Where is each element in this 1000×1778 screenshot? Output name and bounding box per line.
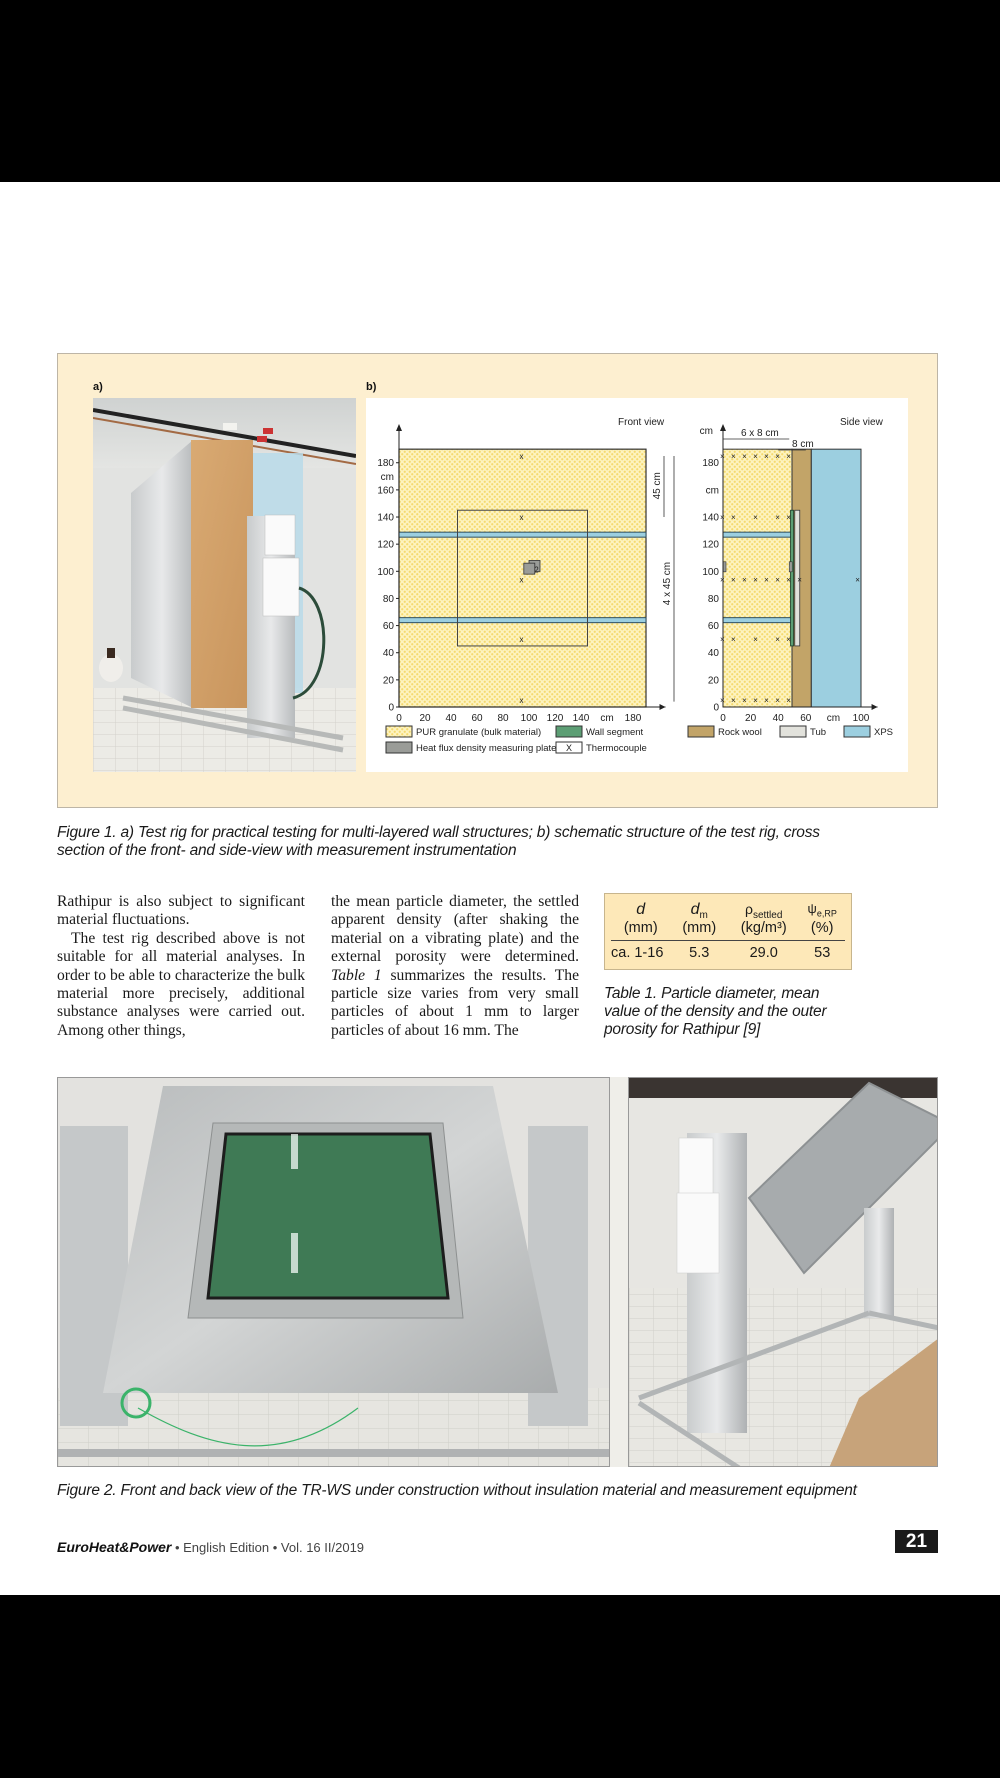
dim-45-label: 45 cm bbox=[652, 472, 663, 500]
side-xps bbox=[811, 449, 861, 707]
legend-label-thermocouple: Thermocouple bbox=[586, 743, 647, 754]
thermocouple-mark: × bbox=[775, 635, 780, 645]
thermocouple-mark: × bbox=[720, 696, 725, 706]
dim-6x8-label: 6 x 8 cm bbox=[740, 428, 779, 439]
thermocouple-mark: × bbox=[753, 451, 758, 461]
table-header-dm bbox=[670, 901, 728, 921]
symbol: ψ bbox=[807, 901, 817, 916]
thermocouple-mark: × bbox=[775, 696, 780, 706]
panel-a-label: a) bbox=[93, 381, 103, 393]
thermocouple-mark: × bbox=[786, 451, 791, 461]
side-x-unit: cm bbox=[826, 713, 841, 724]
front-y-tick-label: 0 bbox=[388, 702, 394, 714]
table-1 bbox=[604, 893, 852, 970]
photo-front-view bbox=[57, 1077, 610, 1467]
side-heat-flux-plate-right bbox=[789, 562, 792, 572]
front-x-tick-label: 120 bbox=[546, 713, 564, 724]
thermocouple-mark: × bbox=[731, 451, 736, 461]
symbol: ρ bbox=[744, 901, 753, 917]
thermocouple-mark: × bbox=[764, 451, 769, 461]
thermocouple-mark: × bbox=[786, 575, 791, 585]
thermocouple-mark: × bbox=[731, 696, 736, 706]
side-wall-segment bbox=[791, 510, 794, 646]
front-x-tick-label: 100 bbox=[520, 713, 538, 724]
table-unit: (mm) bbox=[623, 920, 658, 936]
thermocouple-mark: x bbox=[519, 513, 524, 523]
thermocouple-mark: × bbox=[753, 635, 758, 645]
thermocouple-mark: × bbox=[797, 575, 802, 585]
thermocouple-mark: × bbox=[753, 513, 758, 523]
side-x-tick-label: 40 bbox=[772, 713, 784, 724]
edition-info: • English Edition • Vol. 16 II/2019 bbox=[171, 1540, 365, 1555]
subscript: e,RP bbox=[816, 908, 837, 919]
thermocouple-mark: × bbox=[753, 696, 758, 706]
side-view-title: Side view bbox=[840, 417, 883, 428]
side-y-tick-label: 0 bbox=[713, 702, 719, 714]
side-y-axis-arrow bbox=[720, 424, 726, 431]
front-y-tick-label: 160 bbox=[377, 485, 394, 497]
thermocouple-mark: × bbox=[786, 696, 791, 706]
front-y-unit: cm bbox=[380, 471, 394, 483]
body-text: summarizes the results. The particle size varies from very small particles of about 1 mm to larger particles of about 16 mm. The bbox=[331, 966, 579, 1039]
front-x-unit: cm bbox=[600, 713, 614, 724]
table-header-units bbox=[611, 920, 845, 936]
thermocouple-mark: × bbox=[775, 575, 780, 585]
side-x-axis-arrow bbox=[872, 704, 878, 710]
side-y-tick-label: 80 bbox=[707, 593, 719, 605]
side-x-tick-label: 20 bbox=[745, 713, 757, 724]
thermocouple-mark: × bbox=[720, 635, 725, 645]
table-cell: ca. 1-16 bbox=[611, 945, 664, 961]
legend-label-xps: XPS bbox=[874, 727, 894, 738]
side-y-tick-label: 20 bbox=[707, 675, 719, 687]
dim-4x45-label: 4 x 45 cm bbox=[662, 561, 673, 606]
schematic-svg bbox=[366, 398, 908, 772]
subscript: m bbox=[699, 910, 708, 922]
schematic-diagram bbox=[366, 398, 908, 772]
table-header-rho bbox=[728, 901, 799, 921]
side-y-unit: cm bbox=[705, 485, 719, 497]
subscript: settled bbox=[752, 909, 783, 921]
front-y-tick-label: 140 bbox=[377, 512, 394, 524]
front-x-tick-label: 80 bbox=[497, 713, 509, 724]
front-y-tick-label: 180 bbox=[377, 458, 394, 470]
table-cell: 29.0 bbox=[749, 945, 778, 961]
side-x-tick-label: 60 bbox=[800, 713, 812, 724]
legend-swatch-rock-wool bbox=[688, 726, 714, 737]
side-y-tick-label: 120 bbox=[702, 539, 719, 551]
front-channel-1 bbox=[399, 618, 646, 623]
front-y-tick-label: 120 bbox=[377, 539, 394, 551]
side-channel-0 bbox=[723, 532, 792, 537]
thermocouple-mark: × bbox=[775, 513, 780, 523]
front-x-tick-label: 180 bbox=[624, 713, 642, 724]
front-x-tick-label: 140 bbox=[572, 713, 590, 724]
page-number: 21 bbox=[895, 1530, 938, 1553]
side-y-tick-label: 40 bbox=[707, 648, 719, 660]
thermocouple-mark: x bbox=[519, 696, 524, 706]
table-cell: 5.3 bbox=[689, 945, 710, 961]
side-y-tick-label: 100 bbox=[702, 566, 719, 578]
photo-back-view-illustration bbox=[629, 1078, 938, 1467]
thermocouple-mark: × bbox=[731, 635, 736, 645]
body-column-2 bbox=[331, 893, 579, 1040]
photo-back-view bbox=[628, 1077, 938, 1467]
thermocouple-mark: x bbox=[519, 635, 524, 645]
thermocouple-mark: × bbox=[753, 575, 758, 585]
table-divider bbox=[611, 940, 845, 941]
table-cell: 53 bbox=[814, 945, 831, 961]
publication-brand: EuroHeat&Power bbox=[57, 1539, 172, 1555]
side-x-tick-label: 100 bbox=[852, 713, 870, 724]
figure-1-caption: Figure 1. a) Test rig for practical testing for multi-layered wall structures; b) schematic structure of the test rig, cross section of the front- and side-view with measurement instrumentation bbox=[57, 824, 820, 859]
front-y-axis-arrow bbox=[396, 424, 402, 431]
body-paragraph bbox=[331, 893, 579, 1040]
body-text: the mean particle diameter, the settled apparent density (after shaking the material on a vibrating plate) and the external porosity were determined. bbox=[331, 893, 579, 966]
figure-1-box bbox=[57, 353, 938, 808]
legend-label-tub: Tub bbox=[810, 727, 827, 738]
legend-swatch-tub bbox=[780, 726, 806, 737]
thermocouple-mark: x bbox=[519, 451, 524, 461]
legend-label-rock-wool: Rock wool bbox=[718, 727, 762, 738]
thermocouple-mark: × bbox=[720, 575, 725, 585]
body-column-1 bbox=[57, 893, 305, 1040]
thermocouple-mark: × bbox=[720, 513, 725, 523]
table-unit: (kg/m³) bbox=[740, 920, 787, 936]
table-header-symbols bbox=[611, 901, 845, 921]
photo-gap bbox=[610, 1077, 628, 1467]
side-y-unit-top: cm bbox=[699, 426, 713, 437]
body-paragraph: The test rig described above is not suitable for all material analyses. In order to be able to characterize the bulk material more precisely, additional substance analyses were carried out. Among other things, bbox=[57, 929, 305, 1039]
panel-b-label: b) bbox=[366, 381, 377, 393]
thermocouple-mark: × bbox=[764, 575, 769, 585]
heat-flux-plate-front bbox=[524, 563, 535, 574]
front-view-title: Front view bbox=[618, 417, 665, 428]
front-y-tick-label: 20 bbox=[382, 675, 394, 687]
table-1-caption: Table 1. Particle diameter, mean value of the density and the outer porosity for Rathipur [9] bbox=[604, 985, 827, 1038]
thermocouple-mark: × bbox=[786, 513, 791, 523]
body-paragraph: Rathipur is also subject to significant material fluctuations. bbox=[57, 893, 305, 929]
front-x-tick-label: 40 bbox=[445, 713, 457, 724]
table-header-d: d bbox=[636, 901, 646, 918]
photo-test-rig-illustration bbox=[93, 398, 356, 772]
table-row bbox=[611, 945, 845, 961]
photo-front-view-illustration bbox=[58, 1078, 610, 1467]
legend-label-pur: PUR granulate (bulk material) bbox=[416, 727, 542, 738]
table-header-psi bbox=[799, 901, 845, 921]
table-unit: (%) bbox=[810, 920, 834, 936]
front-x-tick-label: 60 bbox=[471, 713, 483, 724]
legend-swatch-heat-flux_plate bbox=[386, 742, 412, 753]
table-unit: (mm) bbox=[682, 920, 717, 936]
thermocouple-mark: x bbox=[519, 575, 524, 585]
thermocouple-mark: × bbox=[855, 575, 860, 585]
dim-8-label: 8 cm bbox=[792, 439, 814, 450]
symbol: d bbox=[690, 901, 700, 918]
thermocouple-mark: × bbox=[764, 696, 769, 706]
thermocouple-mark: × bbox=[742, 696, 747, 706]
thermocouple-mark: × bbox=[775, 451, 780, 461]
thermocouple-mark: × bbox=[742, 575, 747, 585]
heat-flux-plate-label: 2 bbox=[534, 565, 539, 575]
front-x-tick-label: 0 bbox=[396, 713, 402, 724]
side-y-tick-label: 60 bbox=[707, 621, 719, 633]
front-y-tick-label: 80 bbox=[382, 593, 394, 605]
front-x-tick-label: 20 bbox=[419, 713, 431, 724]
thermocouple-mark: × bbox=[720, 451, 725, 461]
front-x-axis-arrow bbox=[660, 704, 666, 710]
thermocouple-mark: × bbox=[731, 513, 736, 523]
front-y-tick-label: 100 bbox=[377, 566, 394, 578]
side-channel-1 bbox=[723, 618, 792, 623]
thermocouple-mark: × bbox=[742, 451, 747, 461]
figure-2-caption: Figure 2. Front and back view of the TR-WS under construction without insulation material and measurement equipment bbox=[57, 1482, 857, 1499]
legend-swatch-pur bbox=[386, 726, 412, 737]
table-reference: Table 1 bbox=[331, 966, 382, 984]
legend-label-heat-flux_plate: Heat flux density measuring plate bbox=[416, 743, 557, 754]
legend-swatch-wall-segment bbox=[556, 726, 582, 737]
front-y-tick-label: 60 bbox=[382, 621, 394, 633]
front-y-tick-label: 40 bbox=[382, 648, 394, 660]
side-y-tick-label: 180 bbox=[702, 458, 719, 470]
side-x-tick-label: 0 bbox=[720, 713, 726, 724]
thermocouple-mark: × bbox=[786, 635, 791, 645]
page-footer bbox=[57, 1539, 364, 1555]
magazine-page bbox=[0, 182, 1000, 1595]
front-channel-0 bbox=[399, 532, 646, 537]
photo-test-rig bbox=[93, 398, 356, 772]
thermocouple-mark: × bbox=[731, 575, 736, 585]
legend-swatch-xps bbox=[844, 726, 870, 737]
side-y-tick-label: 140 bbox=[702, 512, 719, 524]
legend-thermocouple-symbol: X bbox=[565, 743, 573, 753]
legend-label-wall-segment: Wall segment bbox=[586, 727, 644, 738]
